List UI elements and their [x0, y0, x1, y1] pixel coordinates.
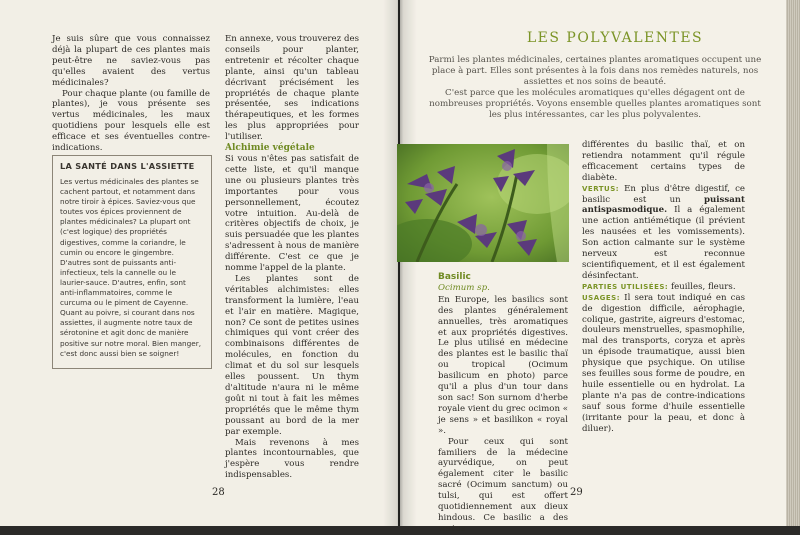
plant-paragraph: différentes du basilic thaï, et on retiendra notamment qu'il régule efficacement certains types de diabète. — [582, 140, 745, 183]
sidebar-box — [52, 155, 212, 369]
intro-paragraph: Pour chaque plante (ou famille de plantes), je vous présente ses vertus médicinales, les maux quotidiens pour lesquels elle est efficace et ses éventuelles contre-indications. — [52, 88, 210, 154]
intro-paragraph: Je suis sûre que vous connaissez déjà la plupart de ces plantes mais peut-être ne saviez-vous pas qu'elles avaient des vertus médicinales? — [52, 34, 210, 88]
parties-text: feuilles, fleurs. — [670, 281, 736, 292]
section-subheading: Alchimie végétale — [225, 143, 315, 154]
left-column-1 — [52, 34, 210, 154]
usages-paragraph — [582, 293, 745, 435]
right-column-b — [582, 140, 745, 434]
vertus-paragraph — [582, 184, 745, 282]
body-paragraph: Si vous n'êtes pas satisfait de cette liste, et qu'il manque une ou plusieurs plantes très importantes pour vous personnellement, écoutez votre intuition. Au-delà de critères objectifs de choix, je suis persuadée que les plantes s'adressent à nous de manière différente. C'est ce que je nomme l'appel de la plante. — [225, 153, 359, 274]
annex-paragraph: En annexe, vous trouverez des conseils pour planter, entretenir et récolter chaque plante, ainsi qu'un tableau décrivant précisément les propriétés de chaque plante présentée, ses indications thérapeutiques, et les formes les plus appropriées pour l'utiliser. — [225, 34, 359, 143]
page-edge-stack — [786, 0, 800, 526]
box-title: LA SANTÉ DANS L'ASSIETTE — [60, 161, 195, 171]
box-text: Les vertus médicinales des plantes se cachent partout, et notamment dans notre tiroir à épices. Saviez-vous que toutes vos épices proviennent de plantes médicinales? La plupart ont (c'est logique) des propriétés digestives, comme la coriandre, le cumin ou encore le gingembre. D'autres sont de puissants anti-infectieux, tels la cannelle ou le laurier-sauce. D'autres, enfin, sont anti-inflammatoires, comme le curcuma ou le piment de Cayenne. Quant au poivre, si courant dans nos assiettes, il augmente notre taux de sérotonine et agit donc de manière positive sur notre moral. Bien manger, c'est donc aussi bien se soigner! — [60, 177, 202, 358]
plant-paragraph: Pour ceux qui sont familiers de la médecine ayurvédique, on peut également citer le basilic sacré (Ocimum sanctum) ou tulsi, qui est offert quotidiennement aux dieux hindous. Ce basilic a des vertus — [438, 436, 568, 534]
basil-photo — [397, 144, 569, 262]
book-gutter — [383, 0, 417, 526]
page-number-right: 29 — [570, 487, 583, 498]
chapter-title: LES POLYVALENTES — [526, 30, 704, 46]
plant-latin-name: Ocimum sp. — [438, 282, 490, 293]
chapter-intro — [425, 55, 765, 120]
basil-flower-image — [397, 144, 569, 262]
vertus-text: En plus d'être digestif, ce basilic est un — [582, 183, 745, 205]
plant-paragraph: En Europe, les basilics sont des plantes généralement annuelles, très aromatiques et aux propriétés digestives. Le plus utilisé en médecine des plantes est le basilic thaï ou tropical (Ocimum basilicum en photo) parce qu'il a plus d'un tour dans son sac! Son surnom d'herbe royale vient du grec ocimon « je sens » et basilikon « royal ». — [438, 294, 568, 436]
vertus-text-continued: Il a également une action antiémétique (il prévient les nausées et les vomissements). Son action calmante sur le système nerveux est reconnue scientifiquement, et il est également désinfectant. — [582, 205, 746, 281]
page-number-left: 28 — [212, 487, 225, 498]
vertus-highlight: puissant antispasmodique. — [582, 194, 746, 216]
plant-name: Basilic — [438, 272, 471, 282]
vertus-label: VERTUS: — [582, 184, 620, 193]
usages-text: Il sera tout indiqué en cas de digestion difficile, aérophagie, colique, gastrite, aigreurs d'estomac, douleurs menstruelles, spasmophilie, mal des transports, coryza et après un épisode traumatique, aussi bien physique que psychique. On utilise ses feuilles sous forme de poudre, en huile essentielle ou en hydrolat. La plante n'a pas de contre-indications sauf sous forme d'huile essentielle (irritante pour la peau, et donc à diluer). — [582, 292, 745, 434]
body-paragraph: Les plantes sont de véritables alchimistes: elles transforment la lumière, l'eau et l'air en matière. Magique, non? Ce sont de petites usines chimiques qui vont créer des combinaisons différentes de molécules, en fonction du climat et du sol sur lesquels elles poussent. Un thym d'altitude n'aura ni le même goût ni tout à fait les mêmes propriétés que le même thym poussant au bord de la mer par exemple. — [225, 273, 359, 437]
intro-line: C'est parce que les molécules aromatiques qu'elles dégagent ont de nombreuses propriétés. Voyons ensemble quelles plantes aromatiques sont les plus intéressantes, car les plus polyvalentes. — [429, 87, 761, 120]
right-column-a — [438, 272, 568, 535]
parties-label: PARTIES UTILISÉES: — [582, 282, 669, 291]
body-paragraph: Mais revenons à mes plantes incontournables, que j'espère vous rendre indispensables. — [225, 437, 359, 481]
usages-label: USAGES: — [582, 293, 621, 302]
intro-line: Parmi les plantes médicinales, certaines plantes aromatiques occupent une place à part. Elles sont présentes à la fois dans nos remèdes naturels, nos assiettes et nos soins de beauté. — [428, 55, 762, 87]
left-column-2 — [225, 34, 359, 481]
parties-paragraph — [582, 282, 745, 293]
